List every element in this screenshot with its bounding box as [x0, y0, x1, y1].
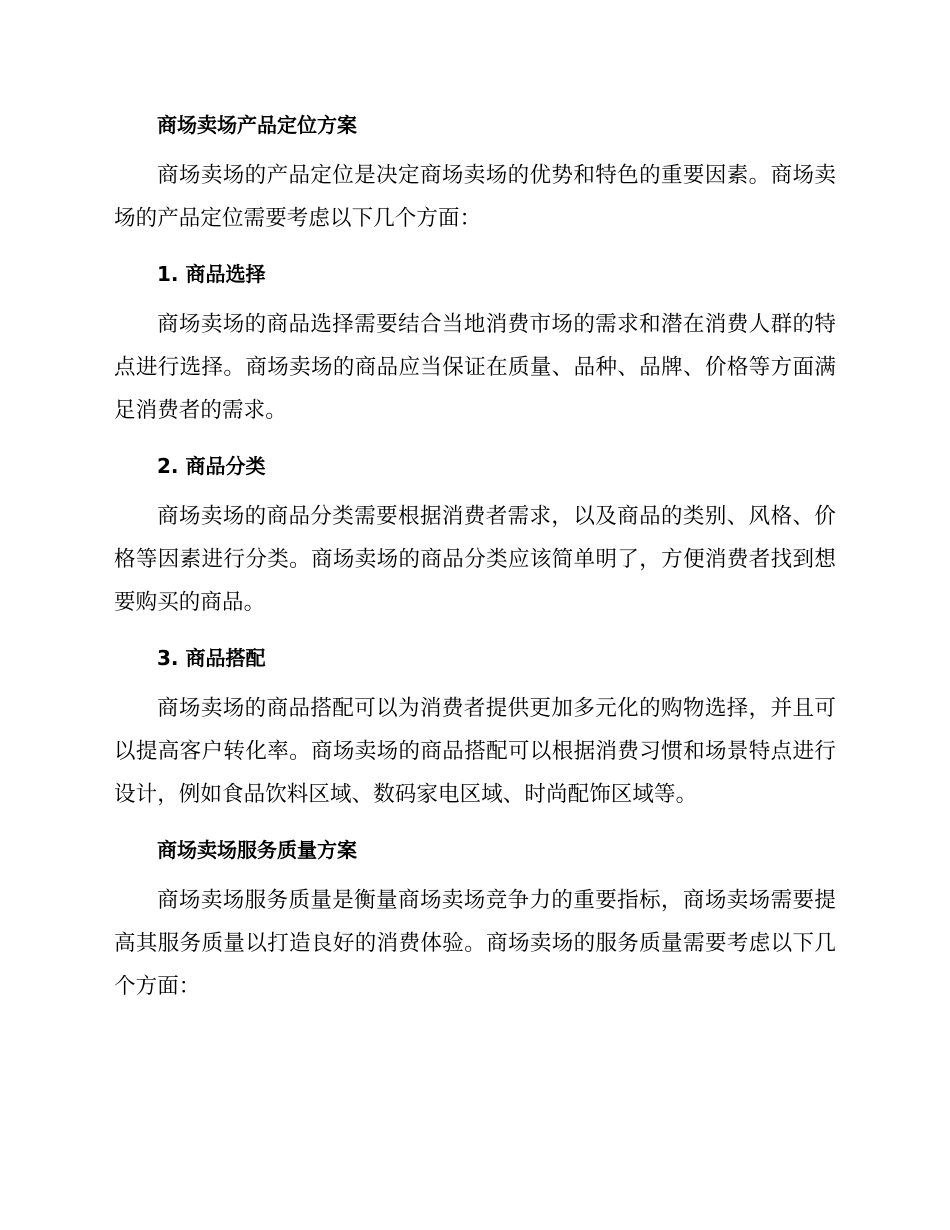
section-title-service-quality: 商场卖场服务质量方案	[157, 838, 357, 862]
section-intro-service-quality: 商场卖场服务质量是衡量商场卖场竞争力的重要指标，商场卖场需要提高其服务质量以打造良好的消费体验。商场卖场的服务质量需要考虑以下几个方面：	[114, 888, 836, 999]
item-title-product-matching: 3. 商品搭配	[157, 646, 266, 670]
item-body-product-selection: 商场卖场的商品选择需要结合当地消费市场的需求和潜在消费人群的特点进行选择。商场卖场的商品应当保证在质量、品种、品牌、价格等方面满足消费者的需求。	[114, 312, 836, 423]
item-title-product-selection: 1. 商品选择	[157, 262, 266, 286]
section-title-product-positioning: 商场卖场产品定位方案	[157, 113, 357, 137]
item-body-product-classification: 商场卖场的商品分类需要根据消费者需求，以及商品的类别、风格、价格等因素进行分类。商场卖场的商品分类应该简单明了，方便消费者找到想要购买的商品。	[114, 504, 836, 615]
section-intro-product-positioning: 商场卖场的产品定位是决定商场卖场的优势和特色的重要因素。商场卖场的产品定位需要考虑以下几个方面：	[114, 163, 836, 231]
item-body-product-matching: 商场卖场的商品搭配可以为消费者提供更加多元化的购物选择，并且可以提高客户转化率。商场卖场的商品搭配可以根据消费习惯和场景特点进行设计，例如食品饮料区域、数码家电区域、时尚配饰区域等。	[114, 696, 836, 807]
item-title-product-classification: 2. 商品分类	[157, 454, 266, 478]
